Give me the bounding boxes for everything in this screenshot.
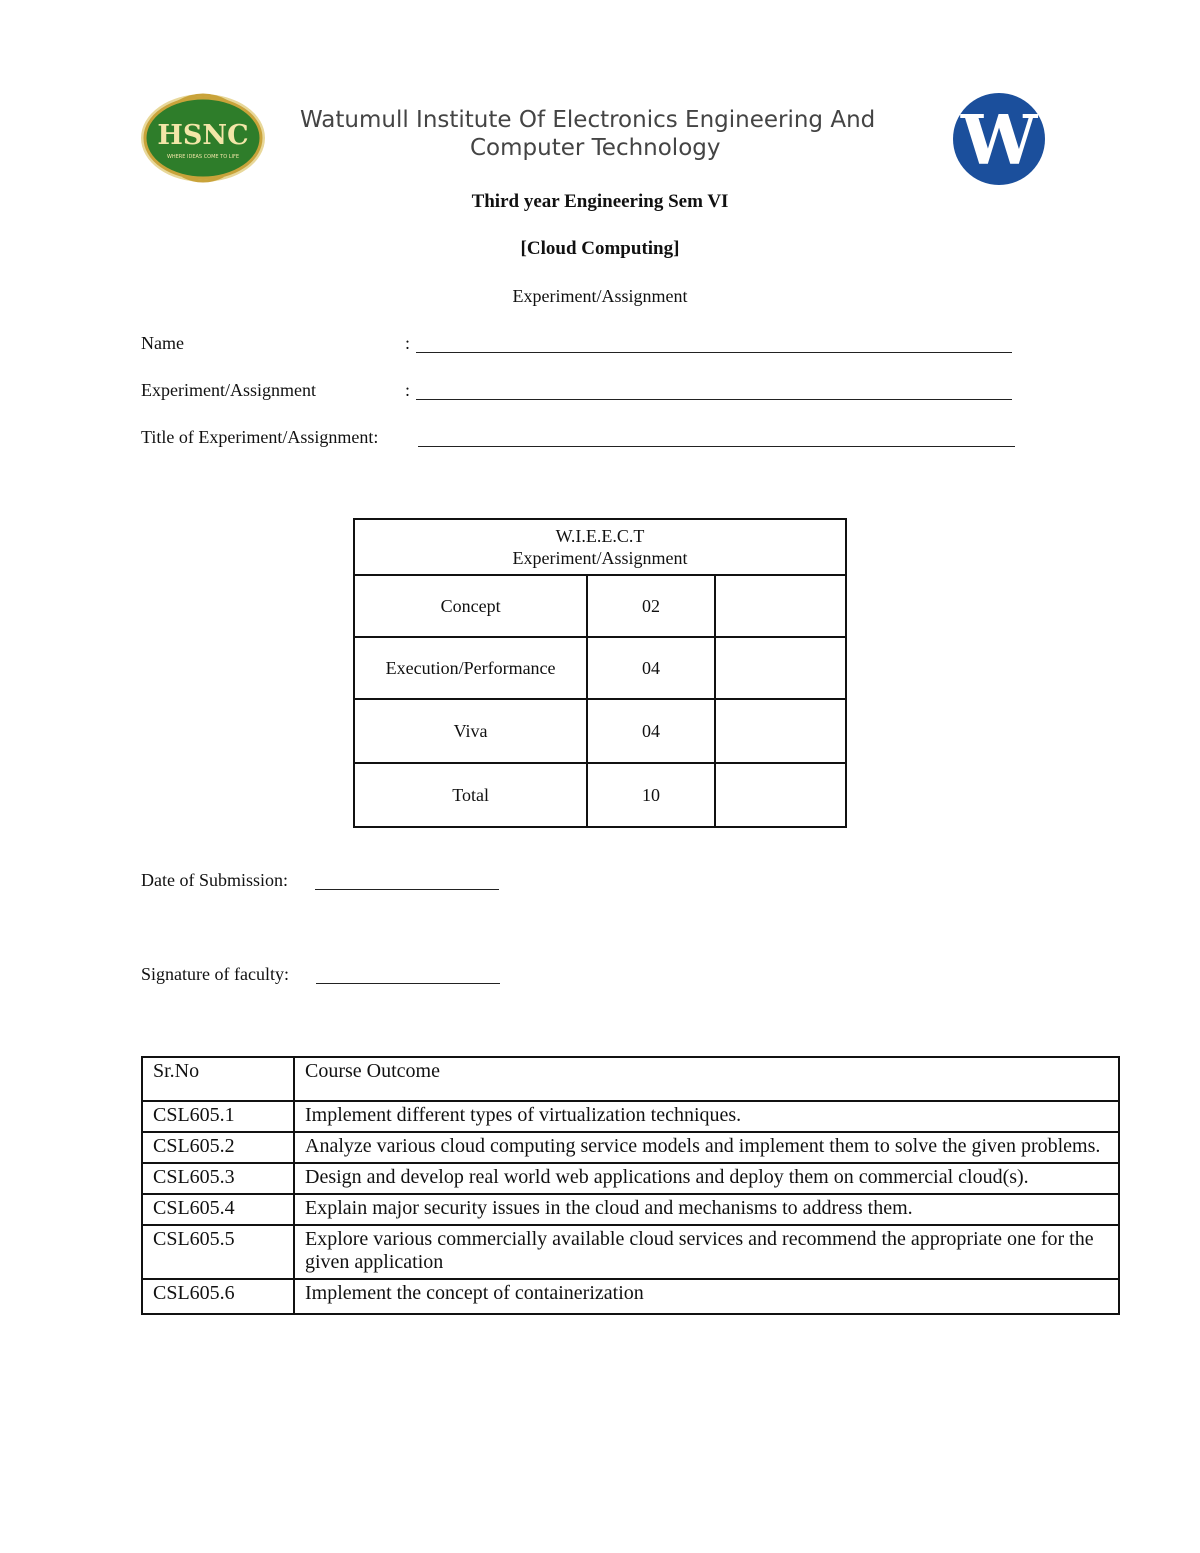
- outcome-text: Explain major security issues in the cloud and mechanisms to address them.: [294, 1194, 1119, 1225]
- marks-max: 02: [587, 575, 715, 637]
- outcome-code: CSL605.5: [142, 1225, 294, 1279]
- course-outcomes-table: [141, 1056, 1120, 1315]
- marks-table-header: [354, 519, 846, 575]
- title-field[interactable]: [418, 446, 1015, 447]
- experiment-colon: :: [405, 380, 411, 400]
- name-field[interactable]: [416, 352, 1012, 353]
- experiment-label: Experiment/Assignment: [141, 380, 316, 400]
- institute-name-line1: Watumull Institute Of Electronics Engineering And: [300, 107, 876, 133]
- name-label: Name: [141, 333, 184, 353]
- marks-row: [354, 637, 846, 699]
- marks-obtained-cell[interactable]: [715, 699, 846, 763]
- outcome-code: CSL605.1: [142, 1101, 294, 1132]
- hsnc-logo-motto: WHERE IDEAS COME TO LIFE: [166, 154, 240, 160]
- table-row: [142, 1225, 1119, 1279]
- marks-table-header-line1: W.I.E.E.C.T: [555, 526, 645, 546]
- hsnc-logo: [138, 88, 268, 186]
- table-row: [142, 1163, 1119, 1194]
- w-logo-letter: W: [960, 101, 1038, 181]
- outcome-code: CSL605.6: [142, 1279, 294, 1314]
- marks-obtained-cell[interactable]: [715, 763, 846, 827]
- institute-name: [300, 106, 900, 162]
- outcome-text: Explore various commercially available cloud services and recommend the appropriate one for the given application: [294, 1225, 1119, 1279]
- marks-row: [354, 763, 846, 827]
- subject-heading: [Cloud Computing]: [520, 238, 680, 259]
- table-row: [142, 1194, 1119, 1225]
- date-of-submission-field[interactable]: [315, 889, 499, 890]
- outcome-text: Implement different types of virtualization techniques.: [294, 1101, 1119, 1132]
- outcome-text: Analyze various cloud computing service models and implement them to solve the given problems.: [294, 1132, 1119, 1163]
- date-of-submission-label: Date of Submission:: [141, 870, 288, 890]
- faculty-signature-label: Signature of faculty:: [141, 964, 289, 984]
- col-header-course-outcome: Course Outcome: [294, 1057, 1119, 1101]
- doc-type-heading: Experiment/Assignment: [512, 286, 688, 306]
- table-row: [142, 1279, 1119, 1314]
- institute-name-line2: Computer Technology: [470, 135, 721, 161]
- marks-table: [353, 518, 847, 828]
- marks-criterion: Concept: [354, 575, 587, 637]
- table-row: [142, 1132, 1119, 1163]
- outcome-text: Implement the concept of containerization: [294, 1279, 1119, 1314]
- table-row: [142, 1101, 1119, 1132]
- marks-obtained-cell[interactable]: [715, 637, 846, 699]
- w-logo: [950, 90, 1048, 188]
- marks-max: 04: [587, 699, 715, 763]
- marks-criterion: Total: [354, 763, 587, 827]
- hsnc-logo-text: HSNC: [157, 120, 249, 151]
- marks-row: [354, 575, 846, 637]
- marks-obtained-cell[interactable]: [715, 575, 846, 637]
- col-header-sr-no: Sr.No: [142, 1057, 294, 1101]
- marks-table-header-line2: Experiment/Assignment: [512, 548, 688, 568]
- outcome-code: CSL605.2: [142, 1132, 294, 1163]
- marks-max: 04: [587, 637, 715, 699]
- marks-criterion: Viva: [354, 699, 587, 763]
- outcome-code: CSL605.3: [142, 1163, 294, 1194]
- outcome-text: Design and develop real world web applications and deploy them on commercial cloud(s).: [294, 1163, 1119, 1194]
- marks-row: [354, 699, 846, 763]
- title-label: Title of Experiment/Assignment:: [141, 427, 379, 447]
- year-heading: Third year Engineering Sem VI: [471, 191, 729, 212]
- faculty-signature-field[interactable]: [316, 983, 500, 984]
- experiment-field[interactable]: [416, 399, 1012, 400]
- marks-criterion: Execution/Performance: [354, 637, 587, 699]
- outcome-code: CSL605.4: [142, 1194, 294, 1225]
- name-colon: :: [405, 333, 411, 353]
- marks-max: 10: [587, 763, 715, 827]
